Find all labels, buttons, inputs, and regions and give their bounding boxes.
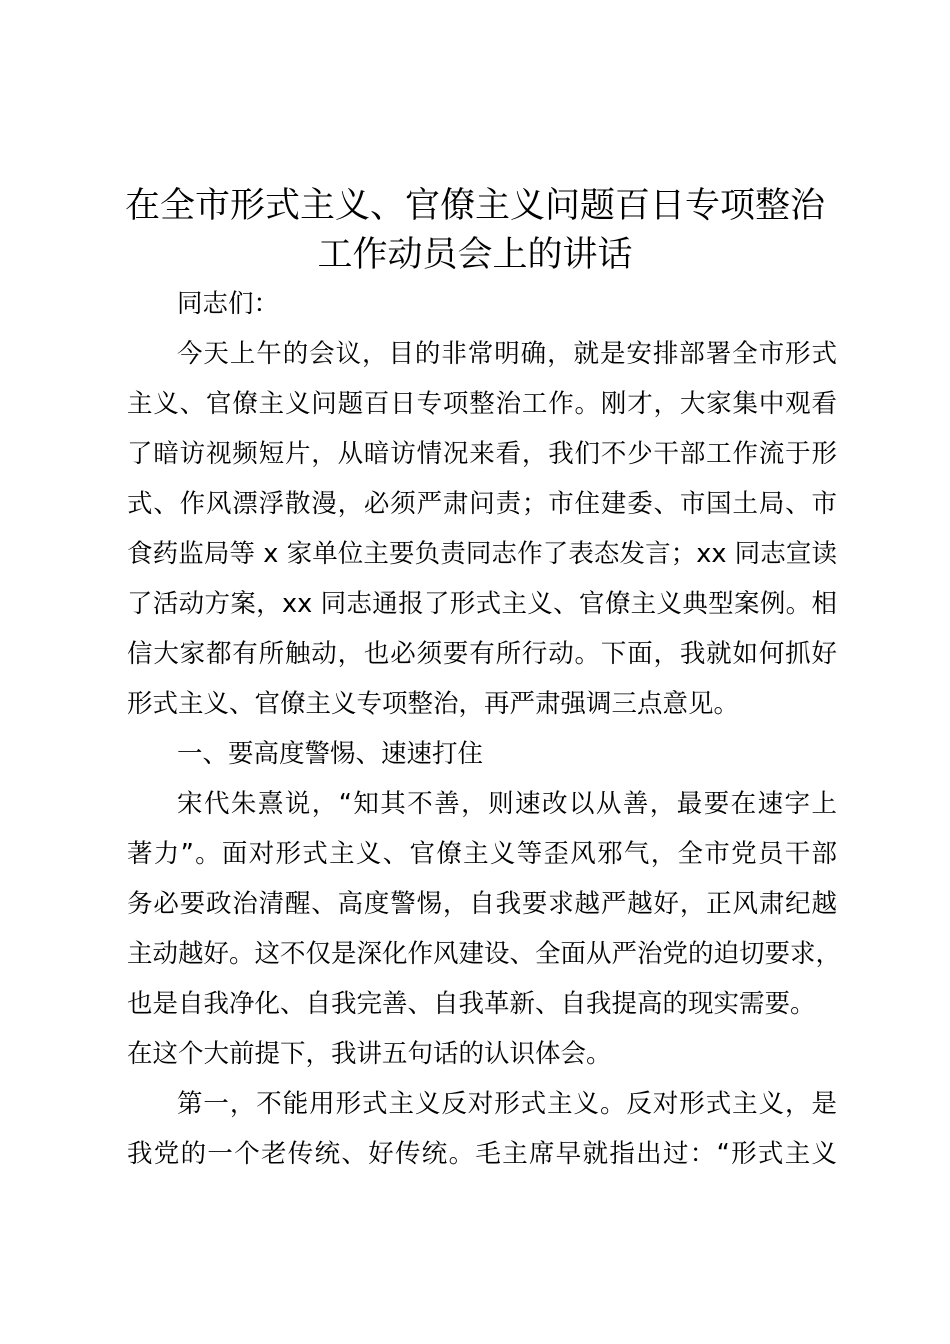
paragraph-1-line-3: 了暗访视频短片，从暗访情况来看，我们不少干部工作流于形 [127,439,837,469]
paragraph-2-line-5: 也是自我净化、自我完善、自我革新、自我提高的现实需要。 [127,989,816,1019]
paragraph-1-line-8: 形式主义、官僚主义专项整治，再严肃强调三点意见。 [127,689,740,719]
paragraph-1-line-1: 今天上午的会议，目的非常明确，就是安排部署全市形式 [177,339,837,369]
paragraph-1-line-7: 信大家都有所触动，也必须要有所行动。下面，我就如何抓好 [127,639,837,669]
paragraph-1-line-4: 式、作风漂浮散漫，必须严肃问责；市住建委、市国土局、市 [127,489,837,519]
paragraph-2-line-2: 著力”。面对形式主义、官僚主义等歪风邪气，全市党员干部 [127,839,837,869]
paragraph-2-line-4: 主动越好。这不仅是深化作风建设、全面从严治党的迫切要求， [127,939,842,969]
paragraph-1-line-5: 食药监局等 x 家单位主要负责同志作了表态发言；xx 同志宣读 [127,539,837,569]
paragraph-1-line-2: 主义、官僚主义问题百日专项整治工作。刚才，大家集中观看 [127,389,837,419]
section-heading-1: 一、要高度警惕、速速打住 [177,739,484,769]
paragraph-2-line-3: 务必要政治清醒、高度警惕，自我要求越严越好，正风肃纪越 [127,889,837,919]
paragraph-3-line-1: 第一，不能用形式主义反对形式主义。反对形式主义，是 [177,1089,837,1119]
paragraph-1-line-6: 了活动方案，xx 同志通报了形式主义、官僚主义典型案例。相 [127,589,837,619]
paragraph-3-line-2: 我党的一个老传统、好传统。毛主席早就指出过：“形式主义 [127,1139,837,1169]
salutation: 同志们： [177,289,280,319]
document-title-line-2: 工作动员会上的讲话 [317,235,633,275]
paragraph-2-line-1: 宋代朱熹说，“知其不善，则速改以从善，最要在速字上 [177,789,837,819]
paragraph-2-line-6: 在这个大前提下，我讲五句话的认识体会。 [127,1039,612,1069]
document-title-line-1: 在全市形式主义、官僚主义问题百日专项整治 [124,186,825,226]
